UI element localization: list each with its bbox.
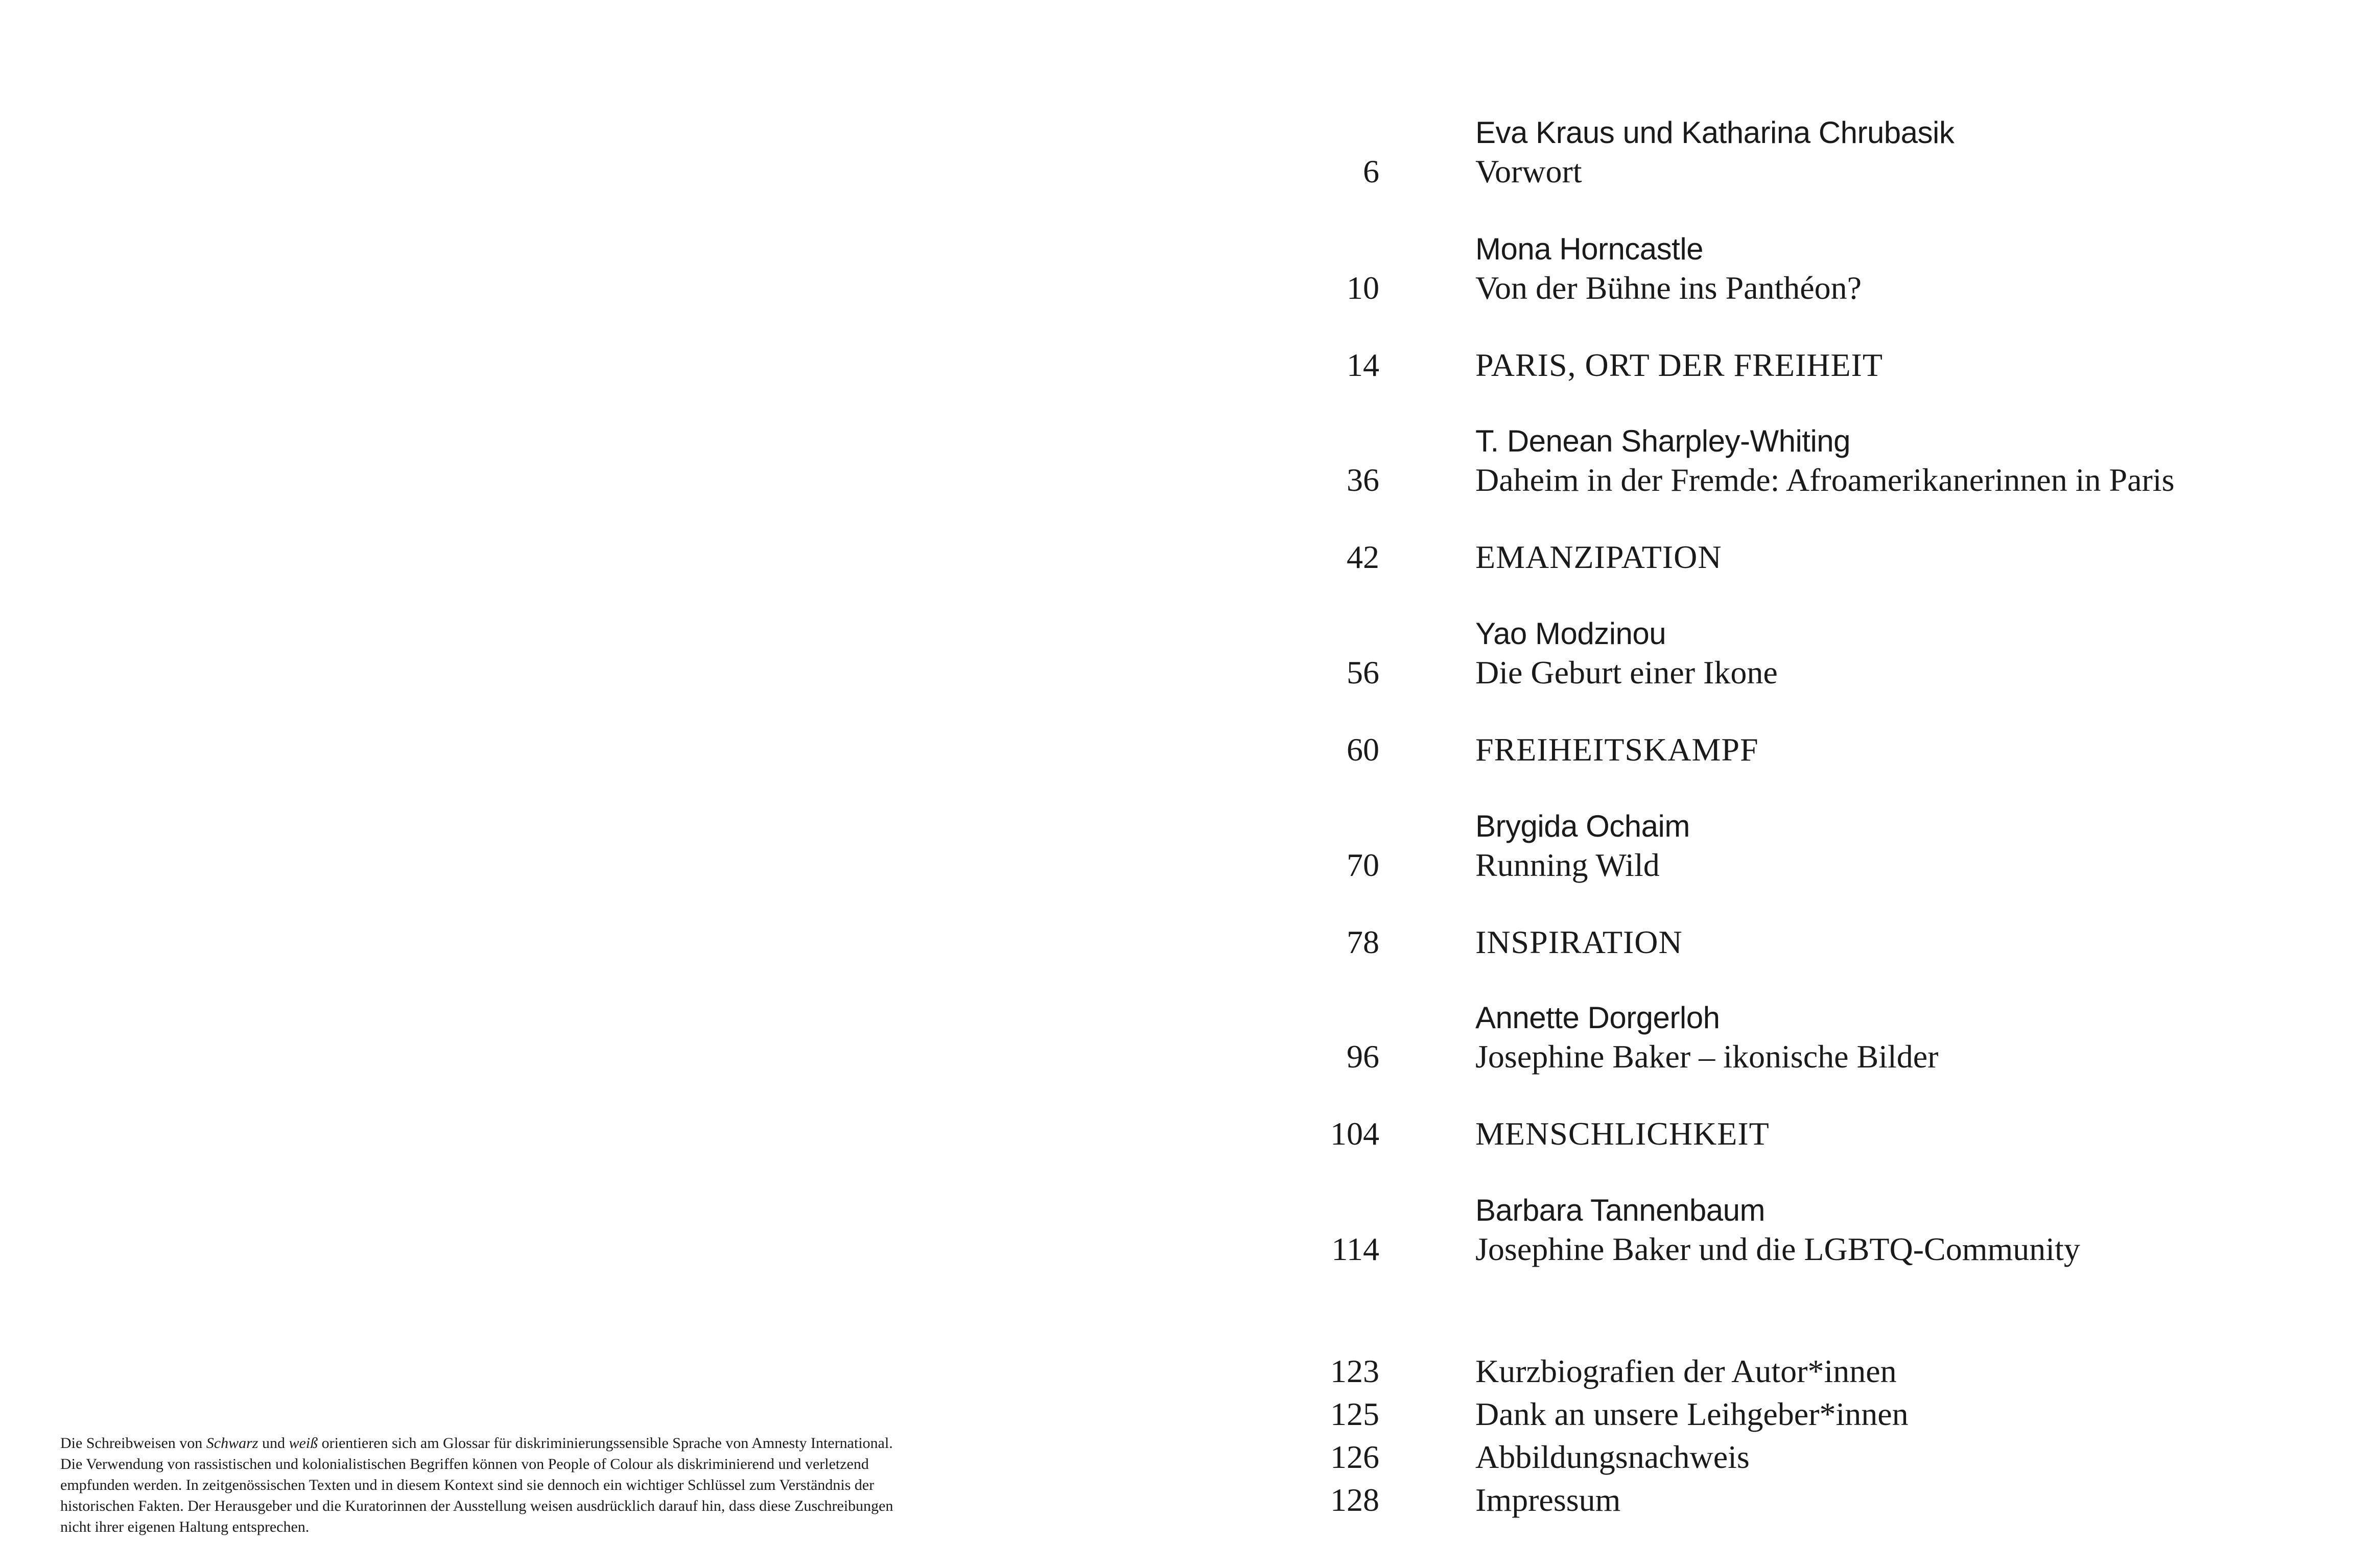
footnote-line: historischen Fakten. Der Herausgeber und die Kuratorinnen der Ausstellung weisen ausdrücklich darauf hin, dass diese Zuschreibungen [60, 1498, 893, 1514]
footnote-line: Die Verwendung von rassistischen und kolonialistischen Begriffen können von People of Colour als diskriminierend und verletzend [60, 1456, 869, 1472]
toc-section-title: INSPIRATION [1475, 924, 1683, 960]
toc-author: Barbara Tannenbaum [1475, 1193, 1765, 1227]
toc-page-number: 60 [1347, 731, 1379, 768]
toc-page-number: 104 [1330, 1115, 1379, 1152]
toc-title: Die Geburt einer Ikone [1475, 654, 1778, 691]
toc-section-title: EMANZIPATION [1475, 539, 1722, 575]
toc-page-number: 70 [1347, 847, 1379, 883]
toc-appendix-title: Impressum [1475, 1482, 1621, 1518]
toc-title: Josephine Baker und die LGBTQ-Community [1475, 1231, 2080, 1267]
toc-author: Eva Kraus und Katharina Chrubasik [1475, 115, 1955, 150]
toc-page-number: 123 [1330, 1353, 1379, 1389]
toc-page-number: 42 [1347, 539, 1379, 575]
toc-page-number: 126 [1330, 1439, 1379, 1475]
footnote-emphasis: Schwarz [206, 1435, 258, 1452]
toc-section-title: MENSCHLICHKEIT [1475, 1115, 1770, 1152]
toc-title: Daheim in der Fremde: Afroamerikanerinnen in Paris [1475, 462, 2175, 498]
toc-appendix-title: Dank an unsere Leihgeber*innen [1475, 1396, 1909, 1432]
toc-author: Mona Horncastle [1475, 232, 1704, 266]
toc-author: Brygida Ochaim [1475, 809, 1690, 843]
toc-title: Vorwort [1475, 153, 1582, 189]
toc-page-number: 114 [1331, 1231, 1379, 1267]
toc-author: T. Denean Sharpley-Whiting [1475, 424, 1851, 458]
toc-page-number: 36 [1347, 462, 1379, 498]
toc-page-number: 6 [1363, 153, 1379, 189]
toc-title: Von der Bühne ins Panthéon? [1475, 270, 1862, 306]
toc-page-number: 128 [1330, 1482, 1379, 1518]
toc-page-number: 96 [1347, 1038, 1379, 1075]
footnote-line: empfunden werden. In zeitgenössischen Texten und in diesem Kontext sind sie dennoch ein wichtiger Schlüssel zum Verständnis der [60, 1477, 875, 1493]
toc-section-title: FREIHEITSKAMPF [1475, 731, 1759, 768]
toc-author: Annette Dorgerloh [1475, 1001, 1720, 1035]
footnote-text: Die Schreibweisen von [60, 1435, 206, 1452]
toc-title: Josephine Baker – ikonische Bilder [1475, 1038, 1939, 1075]
footnote-text: orientieren sich am Glossar für diskriminierungssensible Sprache von Amnesty International. [318, 1435, 893, 1452]
toc-page-number: 125 [1330, 1396, 1379, 1432]
footnote-line: nicht ihrer eigenen Haltung entsprechen. [60, 1518, 310, 1535]
toc-appendix-title: Abbildungsnachweis [1475, 1439, 1750, 1475]
toc-author: Yao Modzinou [1475, 616, 1666, 651]
toc-page-number: 78 [1347, 924, 1379, 960]
toc-page-number: 14 [1347, 347, 1379, 383]
footnote-text: und [258, 1435, 289, 1452]
toc-page-number: 56 [1347, 654, 1379, 691]
toc-appendix-title: Kurzbiografien der Autor*innen [1475, 1353, 1897, 1389]
footnote [60, 1433, 1082, 1537]
footnote-emphasis: weiß [289, 1435, 318, 1452]
toc-page-number: 10 [1347, 270, 1379, 306]
footnote-line [60, 1433, 1082, 1454]
toc-section-title: PARIS, ORT DER FREIHEIT [1475, 347, 1883, 383]
toc-title: Running Wild [1475, 847, 1660, 883]
